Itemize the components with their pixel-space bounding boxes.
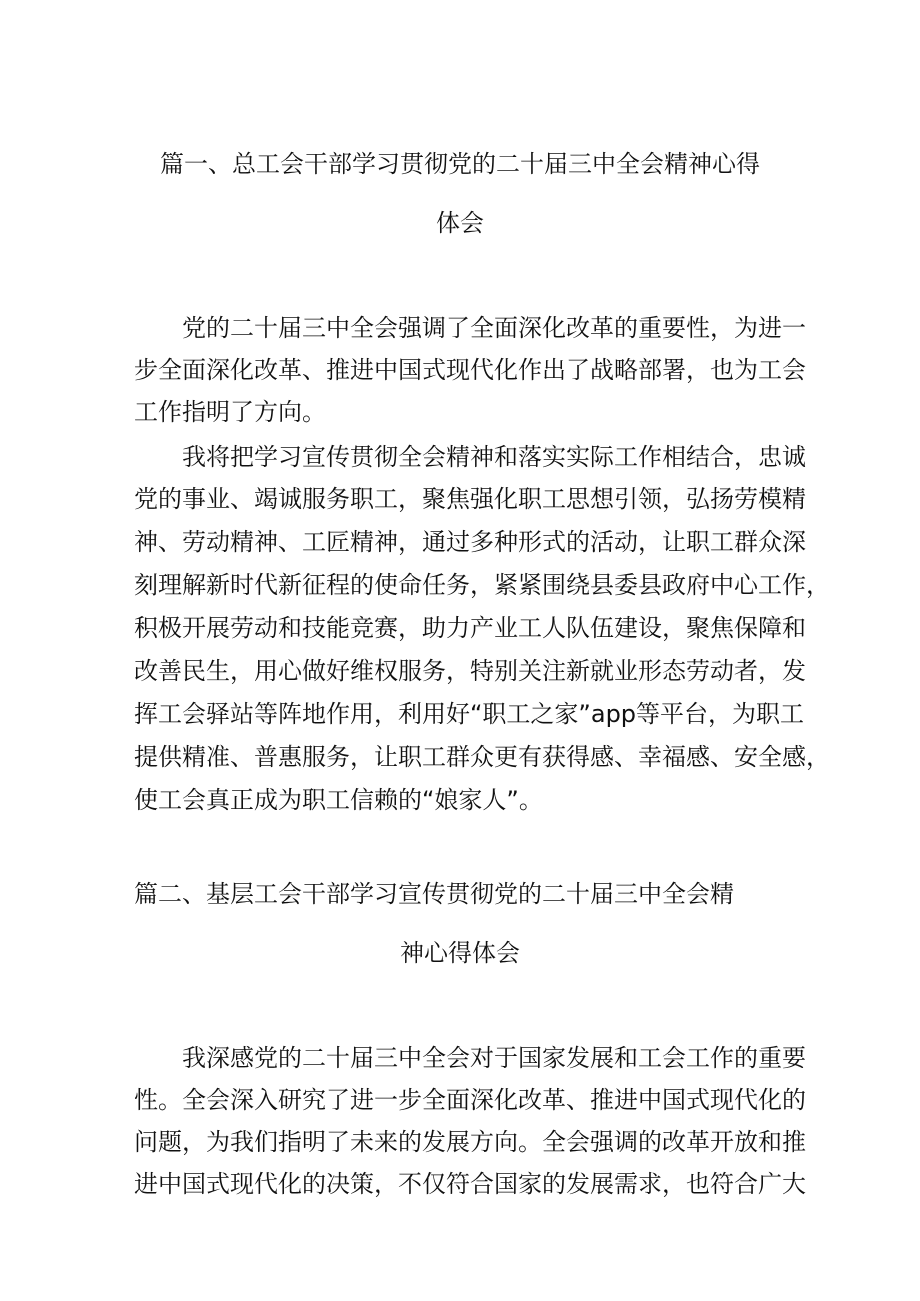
section1-paragraph2-line: 刻理解新时代新征程的使命任务，紧紧围绕县委县政府中心工作， [134,571,830,599]
section1-title-line1: 篇一、总工会干部学习贯彻党的二十届三中全会精神心得 [160,150,760,178]
section1-paragraph2-line: 提供精准、普惠服务，让职工群众更有获得感、幸福感、安全感， [134,743,830,771]
section1-paragraph2-line: 挥工会驿站等阵地作用，利用好“职工之家”app等平台，为职工 [134,700,805,728]
section2-paragraph1-line: 问题，为我们指明了未来的发展方向。全会强调的改革开放和推 [134,1128,806,1156]
section2-paragraph1-line: 进中国式现代化的决策，不仅符合国家的发展需求，也符合广大 [134,1170,806,1198]
section1-paragraph1-line: 工作指明了方向。 [134,398,326,426]
section2-title-line1: 篇二、基层工会干部学习宣传贯彻党的二十届三中全会精 [134,880,734,908]
section2-title-line2: 神心得体会 [400,939,520,967]
section1-paragraph2-line: 党的事业、竭诚服务职工，聚焦强化职工思想引领，弘扬劳模精 [134,485,806,513]
section2-paragraph1-line: 我深感党的二十届三中全会对于国家发展和工会工作的重要 [182,1044,806,1072]
section1-title-line2: 体会 [436,209,484,237]
section1-paragraph2-line: 使工会真正成为职工信赖的“娘家人”。 [134,786,543,814]
section1-paragraph1-line: 步全面深化改革、推进中国式现代化作出了战略部署，也为工会 [134,356,806,384]
section1-paragraph2-line: 神、劳动精神、工匠精神，通过多种形式的活动，让职工群众深 [134,528,806,556]
section2-paragraph1-line: 性。全会深入研究了进一步全面深化改革、推进中国式现代化的 [134,1086,806,1114]
section1-paragraph2-line: 积极开展劳动和技能竞赛，助力产业工人队伍建设，聚焦保障和 [134,614,806,642]
section1-paragraph2-line: 改善民生，用心做好维权服务，特别关注新就业形态劳动者，发 [134,657,806,685]
section1-paragraph2-line: 我将把学习宣传贯彻全会精神和落实实际工作相结合，忠诚 [182,443,806,471]
section1-paragraph1-line: 党的二十届三中全会强调了全面深化改革的重要性，为进一 [182,314,806,342]
